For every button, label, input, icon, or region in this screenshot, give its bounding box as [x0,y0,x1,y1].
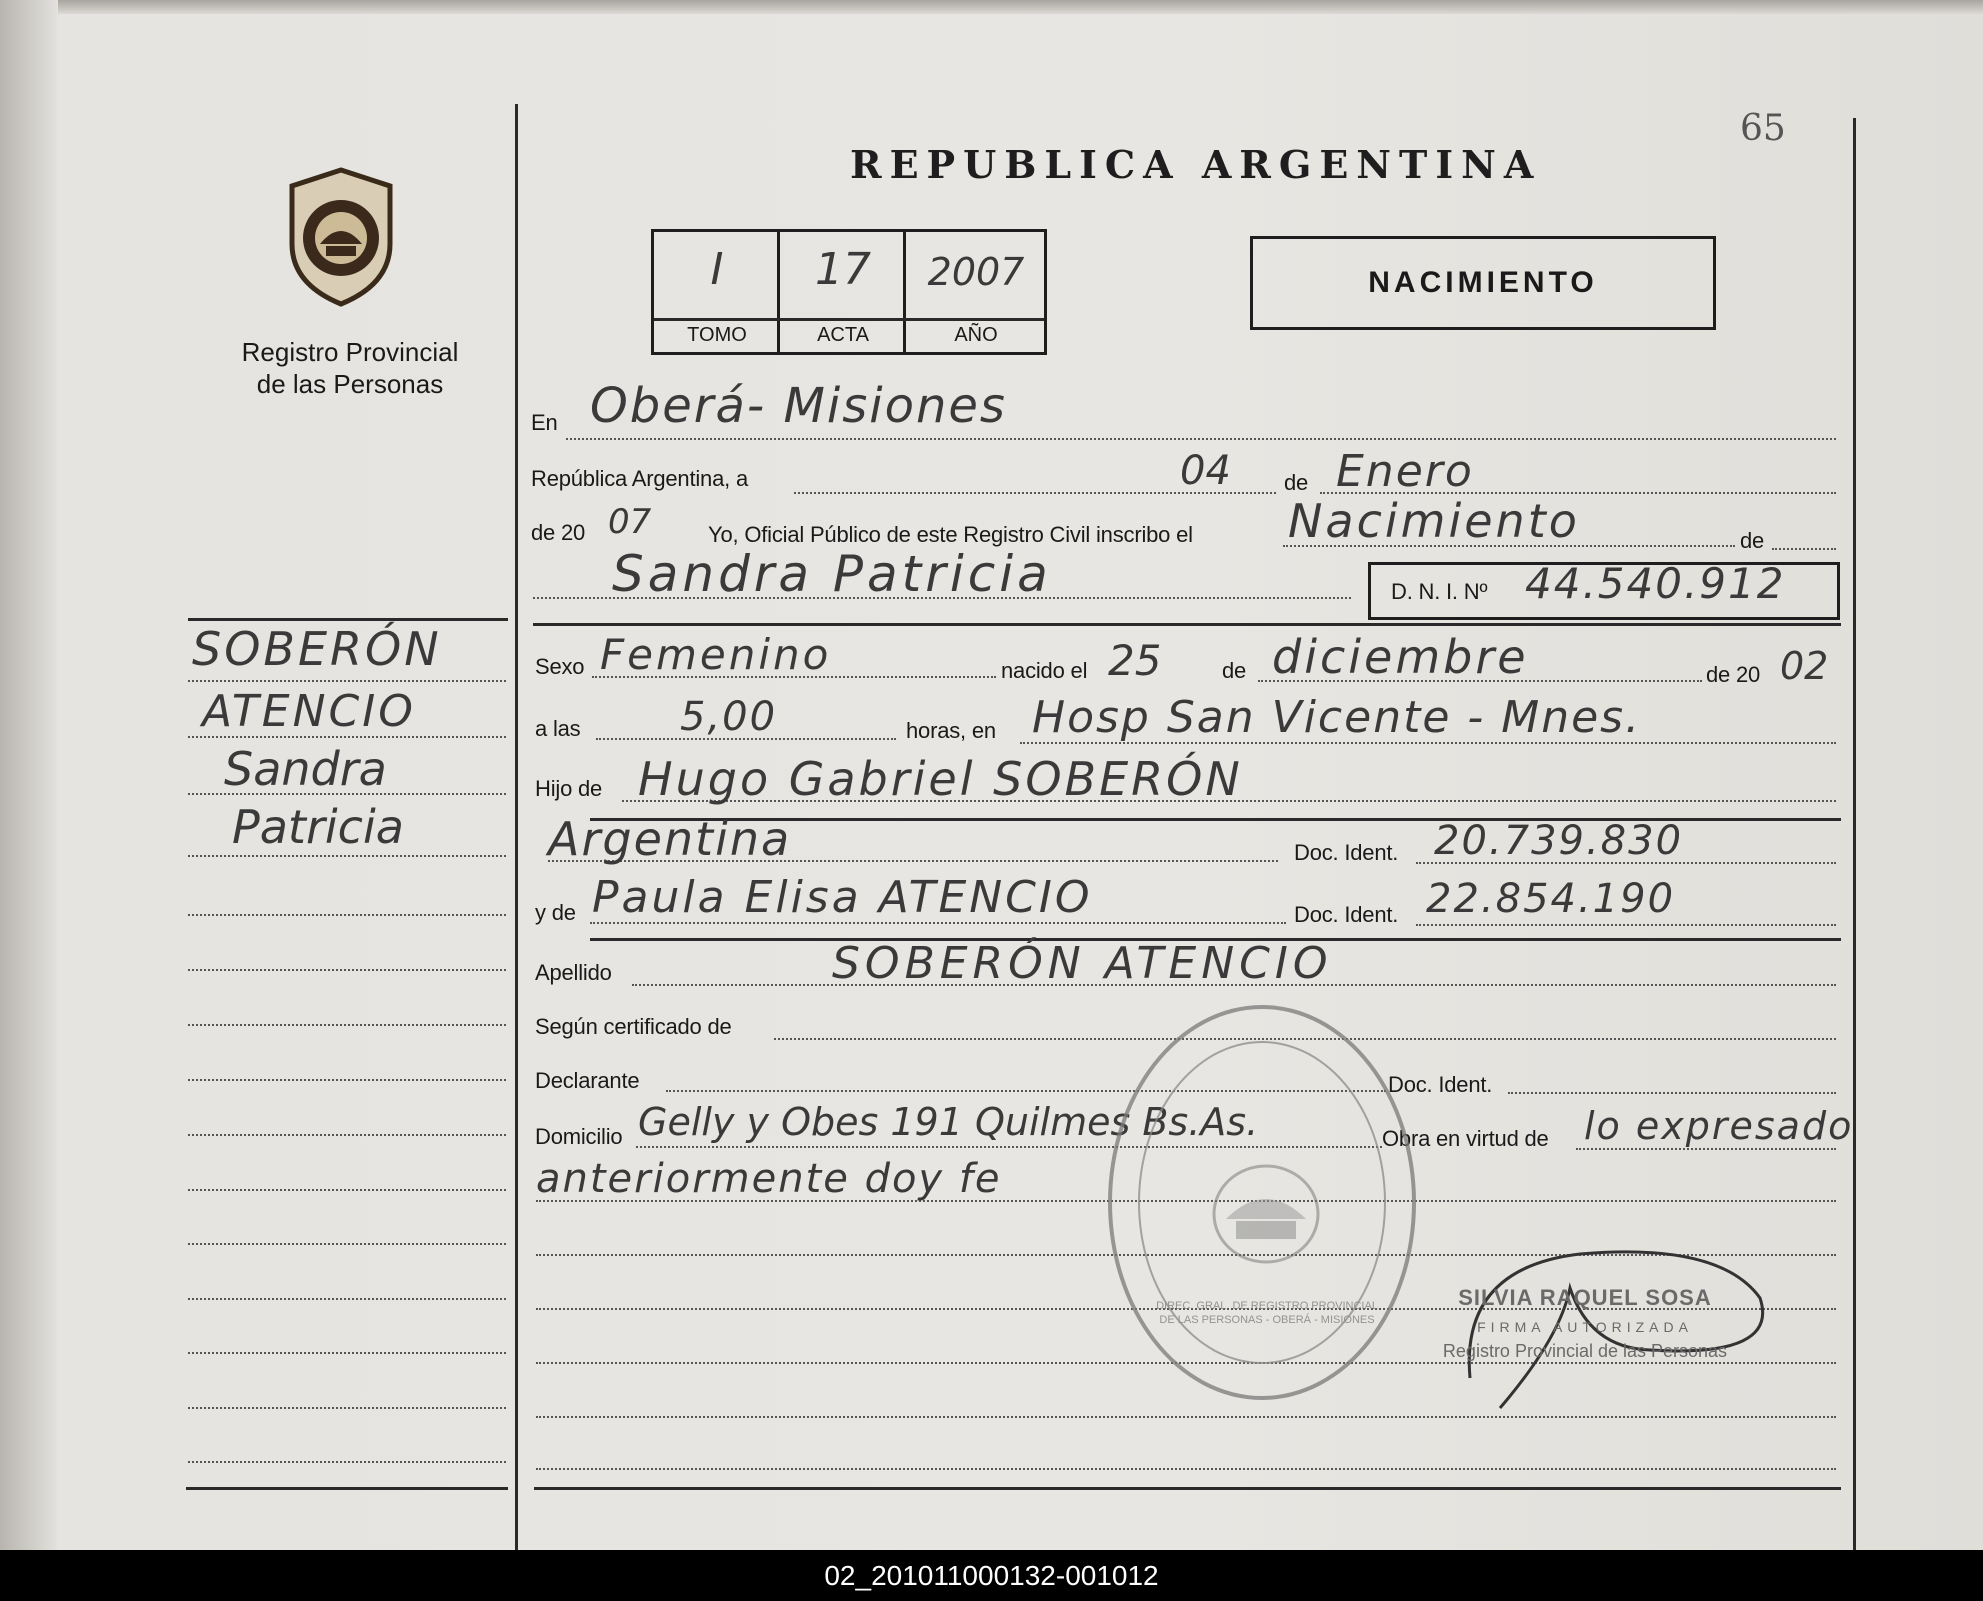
official-seal [1108,1005,1416,1400]
sidebar-line [188,969,506,971]
sidebar-name1: Sandra [224,742,387,796]
record-type-box: NACIMIENTO [1250,236,1716,330]
declarante-label: Declarante [535,1068,640,1093]
padre-doc-value: 20.739.830 [1434,818,1684,864]
official-seal-text: DIREC. GRAL. DE REGISTRO PROVINCIAL DE LAS PERSONAS - OBERÁ - MISIONES [1156,1300,1378,1326]
de-line [1772,548,1836,550]
nacido-label: nacido el [1001,658,1088,683]
acta-value: 17 [815,244,871,295]
nacido-dia: 25 [1108,636,1162,685]
anio-prefix: de 20 [531,520,586,545]
anio-value: 2007 [927,250,1025,294]
hijo-label: Hijo de [535,776,603,801]
signature-stamp [1420,1285,1750,1362]
seal-emblem-icon [1206,1159,1326,1269]
provincial-seal-icon [278,166,404,308]
padre-nac-value: Argentina [548,812,792,866]
segun-label: Según certificado de [535,1014,732,1039]
page-right-border [1853,118,1856,1550]
obra-value: lo expresado [1584,1104,1854,1148]
page-number: 65 [1740,108,1786,149]
sidebar-bottom-rule [186,1487,508,1490]
dia-value: 04 [1180,448,1231,494]
sidebar-divider [515,104,518,1550]
sidebar-line [188,914,506,916]
footer-image-id: 02_201011000132-001012 [0,1550,1983,1601]
obra-line [1576,1148,1836,1150]
de-label-2: de [1740,528,1765,553]
madre-doc-value: 22.854.190 [1426,876,1676,922]
obra-cont-value: anteriormente doy fe [536,1156,1002,1202]
en-value: Oberá- Misiones [590,378,1007,434]
sidebar-surname1: SOBERÓN [192,622,442,676]
sidebar-name2: Patricia [232,800,404,854]
padre-value: Hugo Gabriel SOBERÓN [638,752,1243,806]
signature-name: SILVIA RAQUEL SOSA [1458,1285,1712,1310]
domicilio-value: Gelly y Obes 191 Quilmes Bs.As. [638,1100,1259,1144]
sidebar-line [188,1189,506,1191]
nacido-mes: diciembre [1272,630,1529,684]
madre-doc-line [1416,924,1836,926]
registry-name [200,336,500,400]
nacido-anio-prefix: de 20 [1706,662,1761,687]
dni-label: D. N. I. Nº [1391,579,1488,604]
sidebar-line [188,1352,506,1354]
hora-value: 5,00 [680,694,778,740]
sidebar-line [188,793,506,795]
sidebar-surname2: ATENCIO [202,686,416,737]
en-line [566,438,1836,440]
section-rule-1 [533,623,1841,626]
signature-org: Registro Provincial de las Personas [1442,1341,1728,1361]
binding-edge [0,0,58,1550]
acta-label: ACTA [817,324,869,346]
sexo-value: Femenino [600,630,832,679]
inscribo-value: Nacimiento [1288,494,1580,548]
madre-doc-label: Doc. Ident. [1294,902,1399,927]
sexo-label: Sexo [535,654,585,679]
signature-role: FIRMA AUTORIZADA [1477,1319,1693,1335]
sidebar-line [188,1461,506,1463]
en-label: En [531,410,558,435]
domicilio-label: Domicilio [535,1124,623,1149]
anio-suffix: 07 [608,502,652,542]
republica-label: República Argentina, a [531,466,748,491]
sidebar-line [188,1134,506,1136]
sidebar-top-rule [188,618,508,621]
alas-label: a las [535,716,581,741]
apellido-label: Apellido [535,960,612,985]
declarante-doc-label: Doc. Ident. [1388,1072,1493,1097]
sidebar-line [188,1298,506,1300]
tomo-value: I [710,244,724,295]
sidebar-line [188,1024,506,1026]
sidebar-line [188,855,506,857]
registry-name-line1: Registro Provincial [241,337,459,367]
table-header-rule [654,318,1044,321]
nombre-value: Sandra Patricia [612,545,1052,603]
mes-value: Enero [1336,446,1474,497]
oficial-text: Yo, Oficial Público de este Registro Civil inscribo el [708,522,1193,547]
form-bottom-rule [534,1487,1841,1490]
declarante-doc-line [1508,1092,1836,1094]
record-number-table [651,229,1047,355]
horas-en-label: horas, en [906,718,996,743]
obra-label: Obra en virtud de [1382,1126,1549,1151]
yde-label: y de [535,900,576,925]
dni-box [1368,559,1840,620]
nacido-anio-suffix: 02 [1780,644,1829,688]
sidebar-line [188,736,506,738]
sidebar-line [188,1079,506,1081]
registry-name-line2: de las Personas [256,369,444,399]
sidebar-line [188,1243,506,1245]
tomo-label: TOMO [687,324,747,346]
lugar-value: Hosp San Vicente - Mnes. [1032,692,1642,743]
de-label-3: de [1222,658,1247,683]
de-label: de [1284,470,1309,495]
anio-label: AÑO [954,324,998,346]
page-top-edge [0,0,1983,14]
blank-line [536,1468,1836,1470]
padre-doc-label: Doc. Ident. [1294,840,1399,865]
dni-value: 44.540.912 [1525,559,1786,608]
document-title: REPUBLICA ARGENTINA [850,142,1542,187]
madre-value: Paula Elisa ATENCIO [592,872,1093,923]
apellido-value: SOBERÓN ATENCIO [832,938,1333,989]
sidebar-line [188,680,506,682]
sidebar-line [188,1407,506,1409]
